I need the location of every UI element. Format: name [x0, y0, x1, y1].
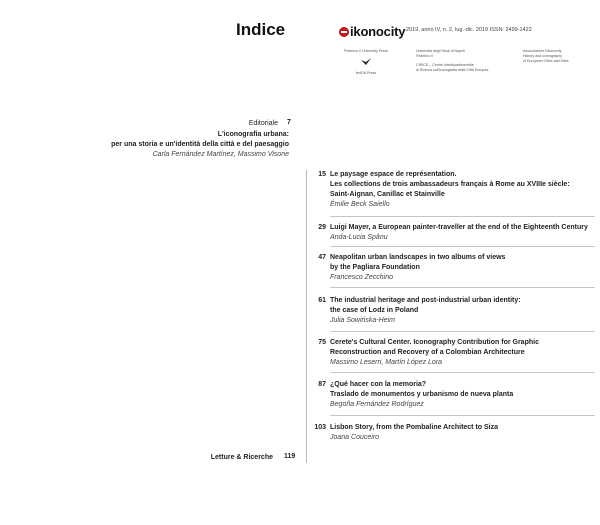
entry-page: 47 [318, 254, 326, 261]
entry-title: by the Pagliara Foundation [330, 264, 420, 271]
entry-title: The industrial heritage and post-industrial urban identity: [330, 297, 521, 304]
university-logos [416, 49, 498, 73]
cirice-line: di Ricerca sull'Iconografia della Città Europea [416, 68, 489, 72]
entry-page: 75 [318, 339, 326, 346]
fedoa-press-line: fedOA Press [355, 71, 377, 75]
entry-divider [330, 246, 595, 247]
entry-page: 103 [314, 424, 326, 431]
vertical-rule [306, 170, 307, 463]
entry-title: Reconstruction and Recovery of a Colombian Architecture [330, 349, 525, 356]
entry-author: Julia Sowińska-Heim [330, 317, 395, 324]
entry-divider [330, 372, 595, 373]
assoc-line: History and Iconography [523, 54, 562, 58]
journal-logo-text: ikonocity [350, 24, 406, 39]
entry-author: Anda-Lucia Spânu [330, 234, 388, 241]
entry-title: Saint-Aignan, Canillac et Stainville [330, 191, 445, 198]
entry-title: Neapolitan urban landscapes in two albums of views [330, 254, 506, 261]
entry-page: 15 [318, 171, 326, 178]
entry-page: 87 [318, 381, 326, 388]
entry-author: Begoña Fernández Rodríguez [330, 401, 424, 408]
entry-page: 61 [318, 297, 326, 304]
federico-press-line: Federico II University Press [344, 49, 388, 53]
entry-title: Luigi Mayer, a European painter-traveller at the end of the Eighteenth Century [330, 224, 588, 231]
entry-divider [330, 287, 595, 288]
bird-icon [361, 58, 371, 66]
entry-title: the case of Lodz in Poland [330, 307, 419, 314]
editorial-page: 7 [287, 119, 291, 126]
entry-title: Le paysage espace de représentation. [330, 171, 457, 178]
uni-line: Università degli Studi di Napoli [416, 49, 465, 53]
entry-divider [330, 415, 595, 416]
entry-author: Massimo Leserri, Martín López Lora [330, 359, 443, 366]
entry-title: Cerete's Cultural Center. Iconography Contribution for Graphic [330, 339, 539, 346]
association-logo [523, 49, 583, 64]
page-title: Indice [236, 20, 286, 39]
editorial-label: Editoriale [248, 120, 278, 127]
entry-subtitle: Traslado de monumentos y urbanismo de nueva planta [330, 391, 514, 398]
assoc-line: Associazione Eikonocity [523, 49, 562, 53]
entry-author: Joana Couceiro [330, 434, 380, 441]
eikonocity-logo-icon [339, 27, 349, 37]
entry-title: Les collections de trois ambassadeurs français à Rome au XVIIIe siècle: [330, 181, 570, 188]
uni-line: Federico II [416, 54, 433, 58]
entry-divider [330, 331, 595, 332]
letture-label: Letture & Ricerche [210, 454, 273, 461]
entry-page: 29 [318, 224, 326, 231]
federico-press-logo [340, 49, 392, 76]
issue-info: 2019, anno IV, n. 2, lug.-dic. 2019 ISSN: 2499-1422 [406, 27, 532, 33]
editorial-title-2: per una storia e un'identità della città e del paesaggio [111, 141, 289, 148]
journal-logo [339, 24, 405, 39]
editorial-title-1: L'iconografia urbana: [217, 131, 289, 138]
entry-divider [330, 216, 595, 217]
editorial-authors: Carla Fernández Martínez, Massimo Visone [152, 151, 289, 158]
cirice-line: CIRICE – Centro Interdipartimentale [416, 63, 474, 67]
entry-title: ¿Qué hacer con la memoria? [330, 381, 427, 388]
letture-page: 119 [284, 453, 296, 460]
entry-title: Lisbon Story, from the Pombaline Architect to Siza [330, 424, 499, 431]
entry-author: Francesco Zecchino [330, 274, 394, 281]
entry-author: Émilie Beck Saiello [330, 201, 390, 208]
assoc-line: of European Cities and Sites [523, 59, 569, 63]
